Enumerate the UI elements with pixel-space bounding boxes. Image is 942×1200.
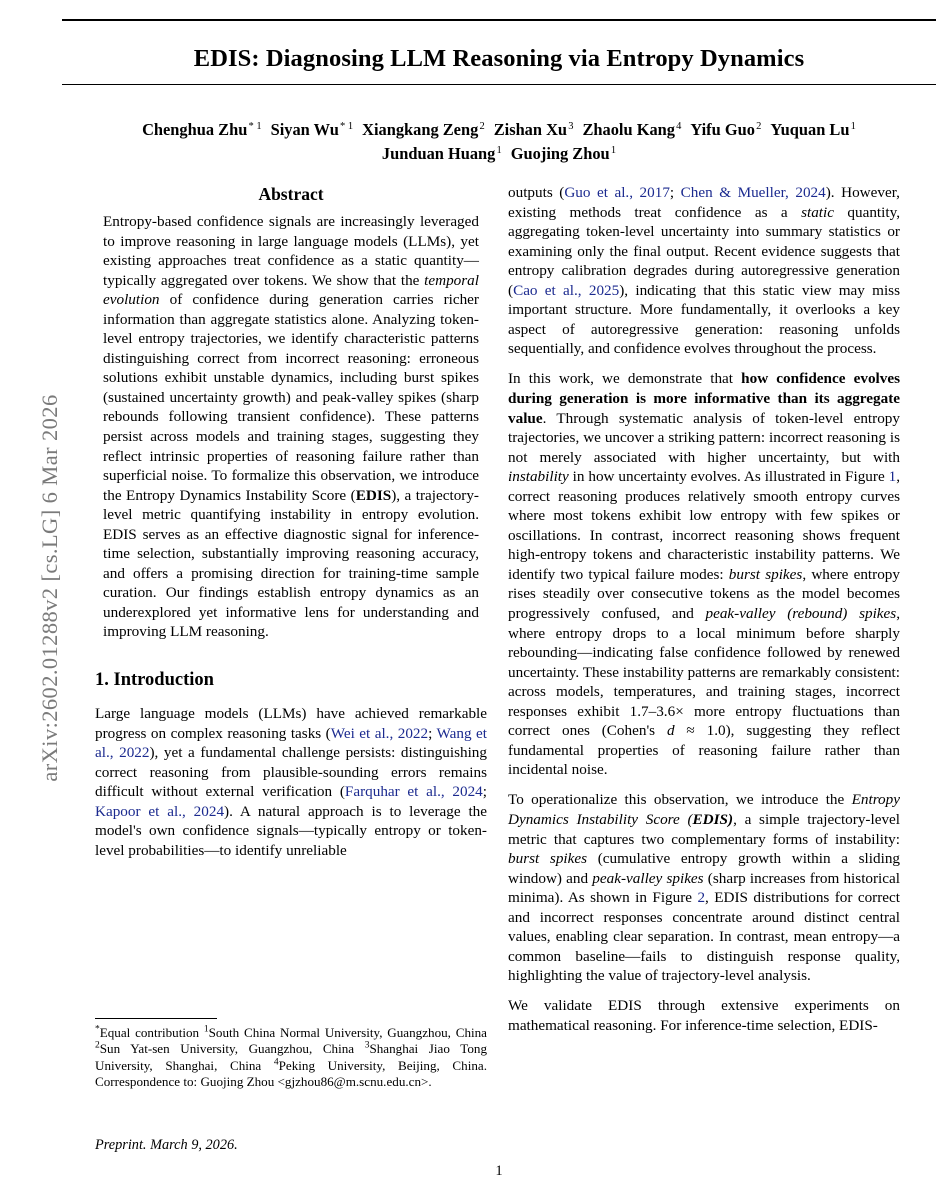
footnote-divider [95, 1018, 217, 1019]
right-p1-text-run-2: ; [669, 184, 681, 201]
right-p3-text-run-8[interactable]: 2 [697, 889, 706, 907]
author-name [582, 120, 681, 139]
right-p3-text-run-4: burst spikes [508, 850, 588, 868]
right-p2-text-run-4: in how uncertainty evolves. As illustrated in Figure [568, 468, 889, 486]
author-name [382, 144, 502, 163]
right-p2-text-run-10: , where entropy drops to a local minimum before sharply rebounding—indicating false confidence followed by renewed uncertainty. These instability patterns are remarkably consistent: across models, temperatures, and training stages, incorrect responses exhibit 1.7–3.6× more entropy fluctuations than correct ones (Cohen's [508, 604, 900, 740]
author-name-text: Junduan Huang [381, 144, 496, 163]
footnote-run-9: Peking University, Beijing, China. Correspondence to: Guojing Zhou <gjzhou86@m.scnu.edu.cn>. [95, 1057, 487, 1089]
introduction-paragraph [95, 704, 487, 860]
right-p1-text-run-1[interactable]: Guo et al., 2017 [564, 184, 670, 201]
intro-text-run-4: ), yet a fundamental challenge persists: distinguishing correct reasoning from plausible-sounding errors remains difficult without external verification ( [95, 744, 487, 801]
abstract-text-run-0: Entropy-based confidence signals are increasingly leveraged to improve reasoning in large language models (LLMs), yet existing approaches treat confidence as a static quantity—typically aggregated over tokens. We show that the [103, 213, 479, 289]
intro-text-run-6: ; [482, 783, 487, 801]
author-name [690, 120, 761, 139]
footnote-run-4: 2 [95, 1040, 100, 1051]
right-paragraph-1 [508, 183, 900, 359]
author-affiliation-mark: 3 [568, 120, 574, 132]
author-name [494, 120, 574, 139]
right-p1-text-run-8: ), indicating that this static view may miss important structure. More fundamentally, it overlooks a key aspect of autoregressive generation: reasoning unfolds sequentially, and confidence evolves throughout the process. [508, 281, 900, 358]
right-p2-text-run-11: d [666, 722, 675, 740]
author-affiliation-mark: 1 [496, 144, 502, 156]
right-column [508, 183, 900, 1035]
right-p1-text-run-0: outputs ( [508, 184, 565, 201]
intro-text-run-7[interactable]: Kapoor et al., 2024 [95, 802, 225, 820]
author-name [142, 120, 262, 139]
right-p3-text-run-6: peak-valley spikes [592, 869, 704, 887]
footnote-run-0: * [95, 1024, 100, 1035]
footnote-run-5: Sun Yat-sen University, Guangzhou, China [99, 1041, 365, 1057]
footnote-run-1: Equal contribution [99, 1025, 204, 1041]
footnote-run-6: 3 [364, 1040, 370, 1051]
intro-text-run-2: ; [428, 724, 437, 742]
abstract-body [95, 212, 487, 642]
intro-text-run-1[interactable]: Wei et al., 2022 [330, 724, 429, 742]
author-affiliation-mark: 4 [676, 120, 682, 132]
right-p2-text-run-8: , where entropy rises steadily over consecutive tokens as the model becomes progressively confused, and [508, 565, 900, 622]
author-name-text: Yifu Guo [690, 120, 755, 139]
right-p1-text-run-3[interactable]: Chen & Mueller, 2024 [680, 184, 826, 201]
right-p2-text-run-2: . Through systematic analysis of token-level entropy trajectories, we uncover a striking pattern: incorrect reasoning is not merely associated with higher uncertainty, but with [508, 409, 900, 466]
right-p2-text-run-6: , correct reasoning produces relatively smooth entropy curves where most tokens exhibit low entropy with few spikes or oscillations. In contrast, incorrect reasoning shows frequent high-entropy tokens and characteristic instability patterns. We identify two typical failure modes: [508, 468, 900, 583]
abstract-text-run-3: EDIS [355, 486, 392, 504]
footnote-run-7: Shanghai Jiao Tong University, Shanghai, China [95, 1041, 487, 1073]
right-p3-text-run-9: , EDIS distributions for correct and incorrect responses concentrate around distinct central values, enabling clear separation. In contrast, mean entropy—a common baseline—fails to distinguish response quality, highlighting the value of trajectory-level analysis. [508, 889, 900, 985]
author-name-text: Zhaolu Kang [582, 120, 675, 139]
footnote-run-3: South China Normal University, Guangzhou, China [208, 1025, 487, 1041]
author-name-text: Yuquan Lu [770, 120, 850, 139]
author-name [271, 120, 354, 139]
abstract-text-run-4: ), a trajectory-level metric quantifying instability in entropy evolution. EDIS serves as an effective diagnostic signal for inference-time selection, substantially improving reasoning accuracy, and offers a promising direction for training-time sample curation. Our findings establish entropy dynamics as an underexplored yet informative lens for understanding and improving LLM reasoning. [103, 486, 479, 641]
right-p1-text-run-5: static [801, 203, 834, 221]
author-name [362, 120, 485, 139]
footnote-run-8: 4 [273, 1057, 279, 1068]
abstract-heading: Abstract [258, 184, 324, 204]
right-p2-text-run-12: ≈ 1.0), suggesting they reflect fundamental properties of reasoning failure rather than incidental noise. [508, 722, 900, 779]
right-p3-text-run-3: , a simple trajectory-level metric that captures two complementary forms of instability: [508, 810, 900, 848]
author-name-text: Zishan Xu [493, 120, 568, 139]
right-paragraph-2 [508, 369, 900, 779]
right-p2-text-run-5[interactable]: 1 [888, 468, 897, 486]
page-title: EDIS: Diagnosing LLM Reasoning via Entropy Dynamics [193, 45, 805, 73]
right-p1-text-run-6: quantity, aggregating token-level uncertainty into summary statistics or examining only the final output. Recent evidence suggests that entropy calibration degrades during autoregressive generation ( [508, 203, 900, 299]
right-p1-text-run-4: ). However, existing methods treat confidence as a [508, 184, 900, 221]
author-name-text: Siyan Wu [270, 120, 339, 139]
introduction-heading: 1. Introduction [95, 670, 214, 691]
right-p2-text-run-0: In this work, we demonstrate that [508, 370, 742, 388]
author-affiliation-mark: 2 [479, 120, 485, 132]
author-line-1 [62, 118, 936, 142]
title-rule-top [62, 19, 936, 21]
right-p4-text-run-0: We validate EDIS through extensive experiments on mathematical reasoning. For inference-time selection, EDIS- [508, 997, 900, 1034]
intro-text-run-0: Large language models (LLMs) have achieved remarkable progress on complex reasoning tasks ( [95, 705, 487, 742]
right-p2-text-run-1: how confidence evolves during generation is more informative than its aggregate value [508, 370, 901, 427]
author-name-text: Xiangkang Zeng [362, 120, 479, 139]
arxiv-stamp [0, 0, 62, 1200]
right-paragraph-3 [508, 790, 900, 985]
footnote-text [95, 1025, 487, 1090]
right-p1-text-run-7[interactable]: Cao et al., 2025 [513, 281, 620, 299]
preprint-notice: Preprint. March 9, 2026. [95, 1137, 238, 1153]
intro-text-run-5[interactable]: Farquhar et al., 2024 [344, 783, 483, 801]
right-paragraph-4 [508, 996, 900, 1035]
right-p2-text-run-9: peak-valley (rebound) spikes [705, 604, 897, 622]
author-line-2 [62, 142, 936, 166]
author-list [62, 118, 936, 166]
right-p2-text-run-3: instability [508, 468, 569, 486]
footnote-block [95, 1018, 487, 1090]
right-p3-text-run-7: (sharp increases from historical minima). As shown in Figure [508, 869, 900, 907]
paper-page [56, 0, 942, 1200]
intro-text-run-3[interactable]: Wang et al., 2022 [95, 724, 488, 762]
page-number: 1 [495, 1163, 503, 1179]
right-p3-text-run-0: To operationalize this observation, we introduce the [508, 791, 852, 809]
left-column [95, 183, 487, 871]
author-affiliation-mark: 1 [850, 120, 856, 132]
right-p2-text-run-7: burst spikes [728, 565, 803, 583]
abstract-text-run-1: temporal evolution [103, 271, 479, 309]
author-affiliation-mark: 2 [756, 120, 762, 132]
author-name [770, 120, 856, 139]
author-name-text: Guojing Zhou [510, 144, 610, 163]
title-rule-bottom [62, 84, 936, 85]
author-name-text: Chenghua Zhu [142, 120, 248, 139]
right-p3-text-run-1: Entropy Dynamics Instability Score ( [508, 791, 900, 828]
author-affiliation-mark: 1 [610, 144, 617, 156]
right-p3-text-run-5: (cumulative entropy growth within a sliding window) and [508, 850, 901, 887]
footnote-run-2: 1 [203, 1024, 209, 1035]
author-affiliation-mark: * 1 [248, 120, 262, 132]
intro-text-run-8: ). A natural approach is to leverage the model's own confidence signals—typically entropy or token-level probabilities—to identify unreliable [95, 802, 487, 859]
abstract-text-run-2: of confidence during generation carries richer information than aggregate statistics alone. Analyzing token-level entropy trajectories, we identify characteristic patterns distinguishing correct from incorrect reasoning: erroneous solutions exhibit unstable dynamics, including burst spikes (sustained uncertainty growth) and peak-valley spikes (sharp rebounds following transient confidence). These patterns persist across models and training stages, suggesting they reflect intrinsic properties of reasoning failure rather than superficial noise. To formalize this observation, we introduce the Entropy Dynamics Instability Score ( [103, 291, 479, 504]
right-p3-text-run-2: EDIS) [692, 810, 734, 828]
author-affiliation-mark: * 1 [340, 120, 354, 132]
arxiv-stamp-text: arXiv:2602.01288v2 [cs.LG] 6 Mar 2026 [37, 394, 62, 782]
author-name [511, 144, 616, 163]
